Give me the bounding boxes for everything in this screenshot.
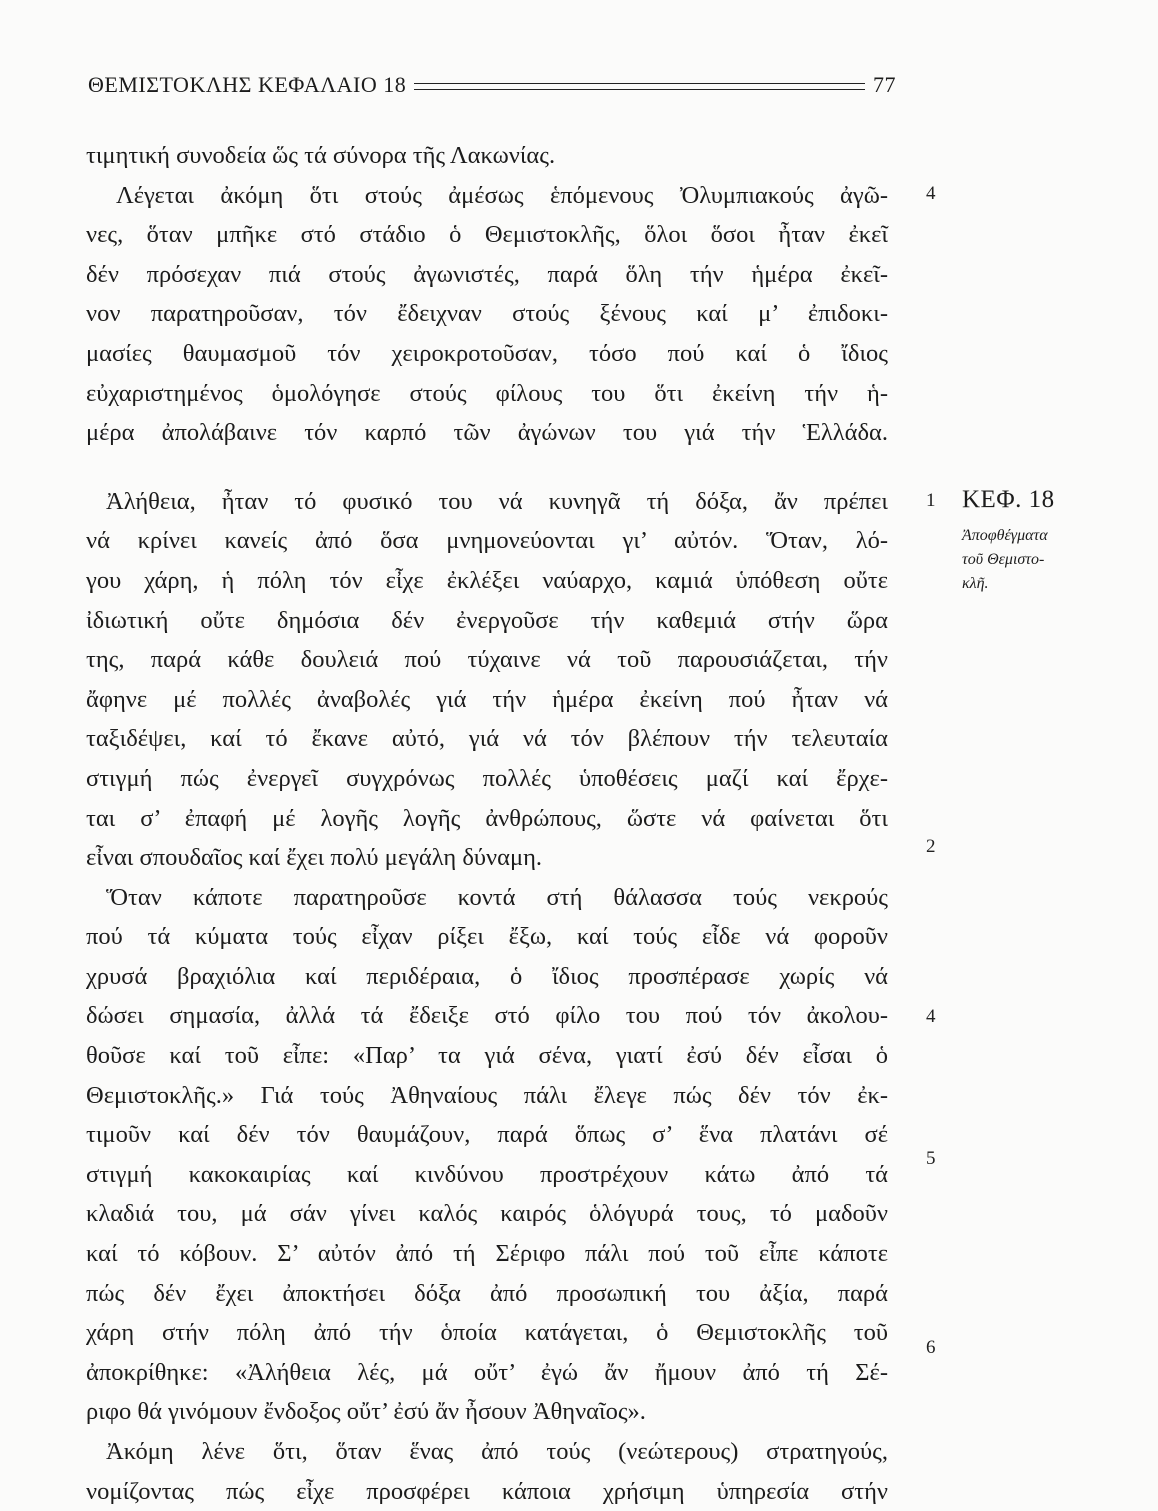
text-line: τιμοῦν καί δέν τόν θαυμάζουν, παρά ὅπως σ’ ἕνα πλατάνι σέ [86,1121,888,1149]
text-line: μασίες θαυμασμοῦ τόν χειροκροτοῦσαν, τόσο πού καί ὁ ἴδιος [86,339,888,367]
text-line: ἀποκρίθηκε: «Ἀλήθεια λές, μά οὔτ’ ἐγώ ἄν ἤμουν ἀπό τή Σέ- [86,1358,888,1386]
text-line: τιμητική συνοδεία ὥς τά σύνορα τῆς Λακωνίας. [86,142,556,169]
margin-number: 1 [926,490,936,511]
text-line: γου χάρη, ἡ πόλη τόν εἶχε ἐκλέξει ναύαρχο, καμιά ὑπόθεση οὔτε [86,566,888,594]
header-rule [414,83,865,90]
paragraph-gap [86,453,888,482]
text-line: Ἀκόμη λένε ὅτι, ὅταν ἕνας ἀπό τούς (νεώτερους) στρατηγούς, [106,1438,888,1465]
subtitle-line: κλῆ. [962,575,989,592]
text-line: ται σ’ ἐπαφή μέ λογῆς λογῆς ἀνθρώπους, ὥστε νά φαίνεται ὅτι [86,804,888,832]
page-number: 77 [873,72,896,97]
margin-number: 5 [926,1148,936,1169]
text-line: πώς δέν ἔχει ἀποκτήσει δόξα ἀπό προσωπική του ἀξία, παρά [86,1279,888,1307]
text-line: της, παρά κάθε δουλειά πού τύχαινε νά τοῦ παρουσιάζεται, τήν [86,646,888,674]
text-line: Θεμιστοκλῆς.» Γιά τούς Ἀθηναίους πάλι ἔλεγε πώς δέν τόν ἐκ- [86,1081,888,1109]
text-line: νομίζοντας πώς εἶχε προσφέρει κάποια χρήσιμη ὑπηρεσία στήν [86,1477,888,1505]
text-line: ριφο θά γινόμουν ἔνδοξος οὔτ’ ἐσύ ἄν ἦσουν Ἀθηναῖος». [86,1398,646,1426]
chapter-label: ΚΕΦ. 18 [962,486,1055,513]
text-line: χάρη στήν πόλη ἀπό τήν ὁποία κατάγεται, ὁ Θεμιστοκλῆς τοῦ [86,1319,888,1347]
margin-number: 2 [926,836,936,857]
text-line: ἰδιωτική οὔτε δημόσια δέν ἐνεργοῦσε τήν καθεμιά στήν ὥρα [86,606,888,634]
text-line: στιγμή κακοκαιρίας καί κινδύνου προστρέχουν κάτω ἀπό τά [86,1160,888,1188]
text-line: Λέγεται ἀκόμη ὅτι στούς ἀμέσως ἑπόμενους Ὀλυμπιακούς ἀγῶ- [116,181,888,209]
text-line: στιγμή πώς ἐνεργεῖ συγχρόνως πολλές ὑποθέσεις μαζί καί ἔρχε- [86,764,888,792]
text-line: Ὅταν κάποτε παρατηροῦσε κοντά στή θάλασσα τούς νεκρούς [106,883,888,911]
body-text [86,136,888,1511]
text-line: ἄφηνε μέ πολλές ἀναβολές γιά τήν ἡμέρα ἐκείνη πού ἦταν νά [86,685,888,713]
text-line: δώσει σημασία, ἀλλά τά ἔδειξε στό φίλο του πού τόν ἀκολου- [86,1002,888,1030]
chapter-subtitle [962,524,1122,596]
margin-number: 4 [926,1006,936,1027]
text-line: νά κρίνει κανείς ἀπό ὅσα μνημονεύονται γι’ αὐτόν. Ὅταν, λό- [86,527,888,555]
text-line: πού τά κύματα τούς εἶχαν ρίξει ἔξω, καί τούς εἶδε νά φοροῦν [86,923,888,951]
text-line: καί τό κόβουν. Σ’ αὐτόν ἀπό τή Σέριφο πάλι πού τοῦ εἶπε κάποτε [86,1240,888,1268]
text-line: εὐχαριστημένος ὁμολόγησε στούς φίλους του ὅτι ἐκείνη τήν ἡ- [86,379,888,407]
running-header [88,72,896,98]
chapter-sidenote [962,486,1122,596]
text-line: νον παρατηροῦσαν, τόν ἔδειχναν στούς ξένους καί μ’ ἐπιδοκι- [86,300,888,328]
subtitle-line: τοῦ Θεμιστο- [962,551,1045,568]
text-line: χρυσά βραχιόλια καί περιδέραια, ὁ ἴδιος προσπέρασε χωρίς νά [86,962,888,990]
text-line: εἶναι σπουδαῖος καί ἔχει πολύ μεγάλη δύναμη. [86,844,543,872]
text-line: κλαδιά του, μά σάν γίνει καλός καιρός ὁλόγυρά τους, τό μαδοῦν [86,1200,888,1228]
text-line: μέρα ἀπολάβαινε τόν καρπό τῶν ἀγώνων του γιά τήν Ἑλλάδα. [86,419,888,447]
text-line: Ἀλήθεια, ἦταν τό φυσικό του νά κυνηγᾶ τή δόξα, ἄν πρέπει [106,487,888,515]
text-line: δέν πρόσεχαν πιά στούς ἀγωνιστές, παρά ὅλη τήν ἡμέρα ἐκεῖ- [86,260,888,288]
margin-number: 6 [926,1337,936,1358]
running-title: ΘΕΜΙΣΤΟΚΛΗΣ ΚΕΦΑΛΑΙΟ 18 [88,72,407,97]
margin-number: 4 [926,183,936,204]
text-line: νες, ὅταν μπῆκε στό στάδιο ὁ Θεμιστοκλῆς, ὅλοι ὅσοι ἦταν ἐκεῖ [86,221,888,249]
text-line: ταξιδέψει, καί τό ἔκανε αὐτό, γιά νά τόν βλέπουν τήν τελευταία [86,725,888,753]
subtitle-line: Ἀποφθέγματα [962,527,1048,544]
text-line: θοῦσε καί τοῦ εἶπε: «Παρ’ τα γιά σένα, γιατί ἐσύ δέν εἶσαι ὁ [86,1042,888,1070]
